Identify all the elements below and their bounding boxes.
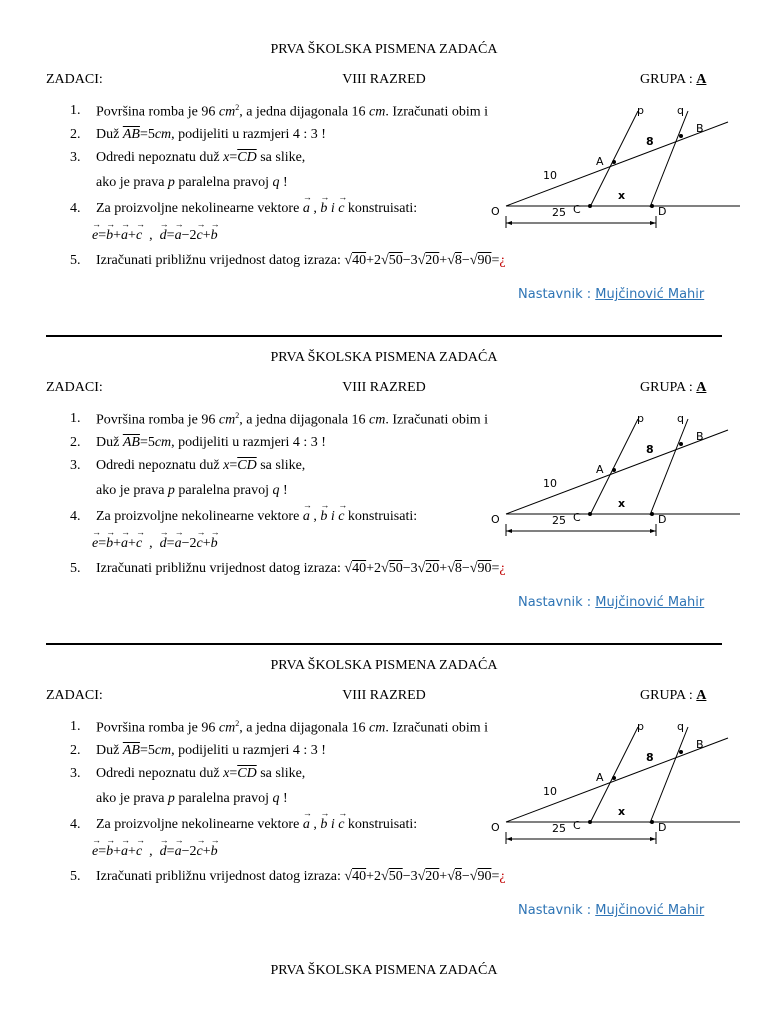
geometry-figure (488, 719, 740, 849)
label-o: O (491, 205, 500, 218)
task-4: 4. Za proizvoljne nekolinearne vektore → a , → b i → c konstruisati: (70, 817, 93, 833)
label-8: 8 (646, 443, 654, 456)
label-10: 10 (543, 169, 557, 182)
label-c: C (573, 203, 581, 216)
geometry-figure (488, 411, 740, 541)
task-2: 2. Duž $\overline{AB}=5cm$, podijeliti u razmjeri 4 : 3 ! (70, 435, 326, 450)
label-p: p (637, 720, 644, 733)
label-c: C (573, 819, 581, 832)
task-3-line-2: ako je prava p paralelna pravoj q ! (96, 791, 288, 806)
teacher-name-link[interactable]: Mujčinović Mahir (595, 903, 705, 918)
task-4: 4. Za proizvoljne nekolinearne vektore → a , → b i → c konstruisati: (70, 509, 93, 525)
assignment-block (0, 616, 768, 916)
label-q: q (677, 104, 684, 117)
label-b: B (696, 430, 704, 443)
task-4: 4. Za proizvoljne nekolinearne vektore → a , → b i → c konstruisati: (70, 201, 93, 217)
line-ob (506, 122, 728, 206)
task-5: 5. Izračunati približnu vrijednost datog izraza: √40+2√50−3√20+√8−√90=¿ (70, 869, 506, 884)
arrow-right (650, 529, 656, 533)
teacher-name-link[interactable]: Mujčinović Mahir (595, 287, 705, 302)
assignment-title: PRVA ŠKOLSKA PISMENA ZADAĆA (270, 42, 498, 57)
label-o: O (491, 821, 500, 834)
label-8: 8 (646, 135, 654, 148)
label-c: C (573, 511, 581, 524)
label-d: D (658, 205, 667, 218)
task-3: 3. Odredi nepoznatu duž $x=\overline{CD}$ sa slike, (70, 766, 306, 781)
point-d (650, 512, 654, 516)
label-25: 25 (552, 514, 566, 527)
teacher-line: Nastavnik : Mujčinović Mahir (518, 595, 705, 610)
label-x: x (618, 189, 626, 202)
teacher-line: Nastavnik : Mujčinović Mahir (518, 287, 705, 302)
tasks-label: ZADACI: (46, 688, 103, 703)
label-25: 25 (552, 822, 566, 835)
point-c (588, 204, 592, 208)
grade-label: VIII RAZRED (342, 688, 426, 703)
label-b: B (696, 738, 704, 751)
point-d (650, 820, 654, 824)
assignment-block (0, 308, 768, 608)
arrow-right (650, 837, 656, 841)
geometry-figure (488, 103, 740, 233)
task-1: 1. Površina romba je 96 $cm^2$, a jedna dijagonala 16 cm. Izračunati obim i (70, 719, 489, 736)
task-5: 5. Izračunati približnu vrijednost datog izraza: √40+2√50−3√20+√8−√90=¿ (70, 253, 506, 268)
point-a (612, 468, 616, 472)
task-1: 1. Površina romba je 96 $cm^2$, a jedna dijagonala 16 cm. Izračunati obim i (70, 411, 489, 428)
line-q (650, 419, 688, 515)
line-q (650, 727, 688, 823)
task-3-line-2: ako je prava p paralelna pravoj q ! (96, 483, 288, 498)
label-b: B (696, 122, 704, 135)
task-3-line-2: ako je prava p paralelna pravoj q ! (96, 175, 288, 190)
task-4-formulas: → e=→ b+→ a+→ c , → d=→ a−2→ c+→ b (92, 228, 218, 244)
task-1: 1. Površina romba je 96 $cm^2$, a jedna dijagonala 16 cm. Izračunati obim i (70, 103, 489, 120)
arrow-left (506, 529, 512, 533)
point-a (612, 776, 616, 780)
line-ob (506, 430, 728, 514)
arrow-right (650, 221, 656, 225)
task-2: 2. Duž $\overline{AB}=5cm$, podijeliti u razmjeri 4 : 3 ! (70, 127, 326, 142)
task-3: 3. Odredi nepoznatu duž $x=\overline{CD}$ sa slike, (70, 458, 306, 473)
label-q: q (677, 412, 684, 425)
grade-label: VIII RAZRED (342, 72, 426, 87)
point-b (679, 442, 683, 446)
label-10: 10 (543, 785, 557, 798)
label-x: x (618, 805, 626, 818)
assignment-title: PRVA ŠKOLSKA PISMENA ZADAĆA (270, 658, 498, 673)
point-b (679, 750, 683, 754)
assignment-title: PRVA ŠKOLSKA PISMENA ZADAĆA (270, 350, 498, 365)
label-d: D (658, 821, 667, 834)
tasks-label: ZADACI: (46, 72, 103, 87)
label-q: q (677, 720, 684, 733)
task-4-formulas: → e=→ b+→ a+→ c , → d=→ a−2→ c+→ b (92, 844, 218, 860)
line-q (650, 111, 688, 207)
group-label: GRUPA : A (640, 72, 707, 87)
label-25: 25 (552, 206, 566, 219)
tasks-label: ZADACI: (46, 380, 103, 395)
label-a: A (596, 771, 604, 784)
group-label: GRUPA : A (640, 688, 707, 703)
group-label: GRUPA : A (640, 380, 707, 395)
task-2: 2. Duž $\overline{AB}=5cm$, podijeliti u razmjeri 4 : 3 ! (70, 743, 326, 758)
task-3: 3. Odredi nepoznatu duž $x=\overline{CD}$ sa slike, (70, 150, 306, 165)
teacher-name-link[interactable]: Mujčinović Mahir (595, 595, 705, 610)
label-a: A (596, 463, 604, 476)
divider (46, 643, 722, 645)
point-b (679, 134, 683, 138)
task-5: 5. Izračunati približnu vrijednost datog izraza: √40+2√50−3√20+√8−√90=¿ (70, 561, 506, 576)
teacher-line: Nastavnik : Mujčinović Mahir (518, 903, 705, 918)
label-8: 8 (646, 751, 654, 764)
label-p: p (637, 104, 644, 117)
assignment-title-partial: PRVA ŠKOLSKA PISMENA ZADAĆA (270, 963, 498, 978)
assignment-block (0, 0, 768, 300)
label-10: 10 (543, 477, 557, 490)
label-x: x (618, 497, 626, 510)
task-4-formulas: → e=→ b+→ a+→ c , → d=→ a−2→ c+→ b (92, 536, 218, 552)
point-c (588, 512, 592, 516)
label-p: p (637, 412, 644, 425)
divider (46, 335, 722, 337)
arrow-left (506, 837, 512, 841)
point-a (612, 160, 616, 164)
grade-label: VIII RAZRED (342, 380, 426, 395)
point-c (588, 820, 592, 824)
label-o: O (491, 513, 500, 526)
label-a: A (596, 155, 604, 168)
arrow-left (506, 221, 512, 225)
label-d: D (658, 513, 667, 526)
point-d (650, 204, 654, 208)
line-ob (506, 738, 728, 822)
